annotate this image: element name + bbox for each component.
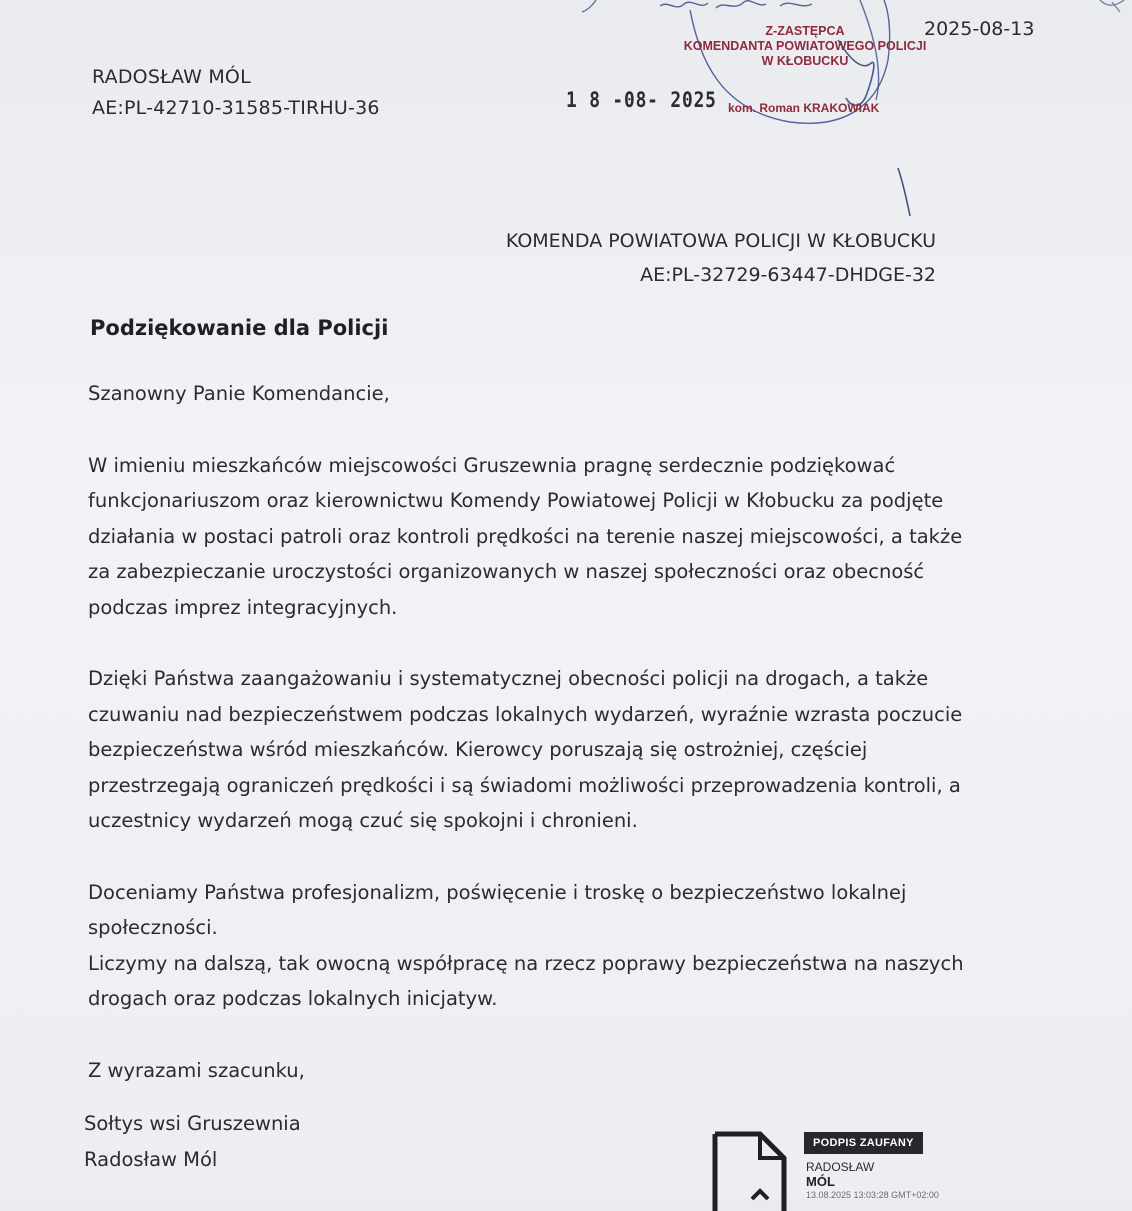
paragraph-line: Dzięki Państwa zaangażowaniu i systematycznej obecności policji na drogach, a także — [88, 667, 929, 690]
paragraph-1 — [88, 448, 1058, 626]
signer-role: Sołtys wsi Gruszewnia — [84, 1112, 301, 1135]
trusted-signature-block — [712, 1128, 1012, 1208]
paragraph-line: podczas imprez integracyjnych. — [88, 595, 398, 619]
recipient-block — [506, 224, 936, 292]
recipient-address: AE:PL-32729-63447-DHDGE-32 — [640, 264, 936, 286]
stamp-line-1: Z-ZASTĘPCA — [765, 24, 845, 38]
letter-title: Podziękowanie dla Policji — [90, 316, 389, 340]
trusted-signature-badge: PODPIS ZAUFANY — [804, 1132, 923, 1154]
paragraph-line: funkcjonariuszom oraz kierownictwu Komendy Powiatowej Policji w Kłobucku za podjęte — [88, 489, 944, 512]
recipient-name: KOMENDA POWIATOWA POLICJI W KŁOBUCKU — [505, 230, 936, 252]
paragraph-line: W imieniu mieszkańców miejscowości Gruszewnia pragnę serdecznie podziękować — [88, 453, 896, 477]
trusted-signature-timestamp: 13.08.2025 13:03:28 GMT+02:00 — [806, 1190, 939, 1200]
sender-block — [92, 62, 380, 124]
stamp-line-2: KOMENDANTA POWIATOWEGO POLICJI — [683, 39, 927, 53]
trusted-signer-first-name: RADOSŁAW — [806, 1160, 875, 1174]
paragraph-line: Doceniamy Państwa profesjonalizm, poświęcenie i troskę o bezpieczeństwo lokalnej — [88, 880, 907, 904]
sender-name: RADOSŁAW MÓL — [92, 66, 251, 88]
paragraph-line: społeczności. — [88, 916, 218, 939]
paragraph-line: za zabezpieczanie uroczystości organizowanych w naszej społeczności oraz obecność — [88, 560, 925, 583]
signer-name: Radosław Mól — [84, 1148, 218, 1171]
paragraph-line: działania w postaci patroli oraz kontroli prędkości na terenie naszej miejscowości, a także — [88, 524, 963, 548]
official-stamp — [660, 24, 950, 69]
paragraph-line: bezpieczeństwa wśród mieszkańców. Kierowcy poruszają się ostrożniej, częściej — [88, 738, 868, 761]
received-date-stamp: 1 8 -08- 2025 — [566, 88, 717, 112]
paragraph-3 — [88, 875, 1058, 1017]
paragraph-line: czuwaniu nad bezpieczeństwem podczas lokalnych wydarzeń, wyraźnie wzrasta poczucie — [88, 702, 963, 726]
letter-date: 2025-08-13 — [924, 18, 1035, 40]
stamp-line-3: W KŁOBUCKU — [761, 54, 849, 68]
paragraph-2 — [88, 661, 1058, 839]
closing: Z wyrazami szacunku, — [88, 1058, 305, 1082]
document-icon — [712, 1131, 790, 1211]
paragraph-line: drogach oraz podczas lokalnych inicjatyw. — [88, 987, 498, 1010]
letter-body — [88, 376, 1058, 1124]
paragraph-line: uczestnicy wydarzeń mogą czuć się spokojni i chronieni. — [88, 809, 638, 832]
greeting: Szanowny Panie Komendancie, — [88, 382, 390, 405]
signoff-block — [84, 1106, 301, 1178]
stamp-officer-name: kom. Roman KRAKOWIAK — [728, 101, 880, 115]
sender-address: AE:PL-42710-31585-TIRHU-36 — [92, 97, 380, 119]
paragraph-line: przestrzegają ograniczeń prędkości i są świadomi możliwości przeprowadzenia kontroli, a — [88, 773, 961, 797]
trusted-signer-last-name: MÓL — [806, 1174, 835, 1189]
paragraph-line: Liczymy na dalszą, tak owocną współpracę na rzecz poprawy bezpieczeństwa na naszych — [88, 951, 964, 975]
